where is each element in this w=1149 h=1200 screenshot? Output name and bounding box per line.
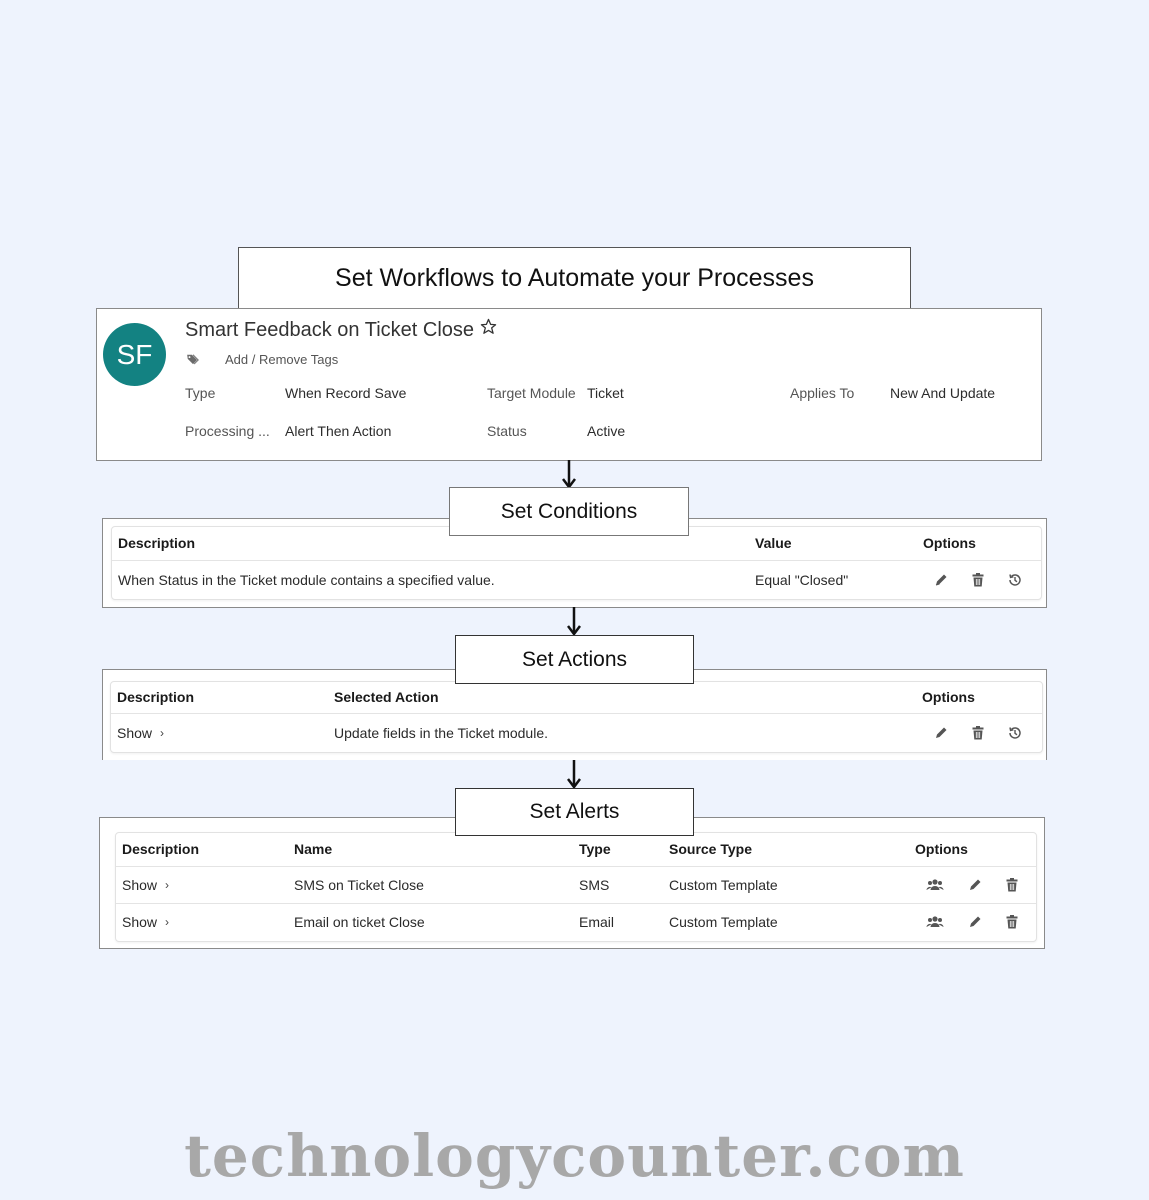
col-description: Description [118, 535, 196, 551]
workflow-name: Smart Feedback on Ticket Close [185, 319, 475, 341]
col-value: Value [755, 535, 792, 551]
table-row: When Status in the Ticket module contains a specified value. Equal "Closed" [112, 560, 1041, 599]
col-type: Type [579, 841, 611, 857]
chevron-right-icon: › [165, 878, 170, 892]
alerts-panel [99, 817, 1045, 949]
table-row: Show › SMS on Ticket Close SMS Custom Template [116, 866, 1036, 903]
target-module-label: Target Module [487, 385, 576, 401]
down-arrow-icon [567, 607, 581, 637]
users-icon[interactable] [926, 877, 944, 893]
down-arrow-icon [567, 760, 581, 790]
col-selected-action: Selected Action [334, 689, 439, 705]
processing-label: Processing ... [185, 423, 270, 439]
delete-icon[interactable] [970, 572, 986, 588]
processing-value: Alert Then Action [285, 423, 392, 439]
status-value: Active [587, 423, 626, 439]
delete-icon[interactable] [970, 725, 986, 741]
col-name: Name [294, 841, 333, 857]
col-options: Options [915, 841, 968, 857]
avatar: SF [103, 323, 166, 386]
col-description: Description [117, 689, 195, 705]
col-options: Options [923, 535, 976, 551]
delete-icon[interactable] [1004, 877, 1020, 893]
delete-icon[interactable] [1004, 914, 1020, 930]
down-arrow-icon [562, 460, 576, 490]
edit-icon[interactable] [967, 914, 983, 930]
add-remove-tags-link[interactable]: Add / Remove Tags [225, 352, 339, 367]
watermark: technologycounter.com [184, 1122, 965, 1190]
set-conditions-label: Set Conditions [449, 487, 689, 536]
conditions-table [111, 526, 1042, 600]
set-alerts-label: Set Alerts [455, 788, 694, 836]
edit-icon[interactable] [933, 572, 949, 588]
table-row: Show › Update fields in the Ticket module. [111, 713, 1042, 752]
type-label: Type [185, 385, 216, 401]
workflow-header-panel [96, 308, 1042, 461]
star-icon[interactable] [480, 318, 497, 335]
type-value: When Record Save [285, 385, 407, 401]
show-toggle[interactable]: Show › [122, 914, 170, 930]
users-icon[interactable] [926, 914, 944, 930]
page-title: Set Workflows to Automate your Processes [335, 263, 814, 292]
col-description: Description [122, 841, 200, 857]
col-options: Options [922, 689, 975, 705]
set-actions-label: Set Actions [455, 635, 694, 684]
history-icon[interactable] [1007, 725, 1023, 741]
chevron-right-icon: › [165, 915, 170, 929]
show-toggle[interactable]: Show › [117, 725, 165, 741]
table-row: Show › Email on ticket Close Email Custom Template [116, 903, 1036, 940]
status-label: Status [487, 423, 527, 439]
applies-to-label: Applies To [790, 385, 855, 401]
edit-icon[interactable] [967, 877, 983, 893]
tag-icon [185, 353, 201, 367]
history-icon[interactable] [1007, 572, 1023, 588]
alerts-table [115, 832, 1037, 942]
page-title-box [238, 247, 911, 308]
chevron-right-icon: › [160, 726, 165, 740]
actions-table [110, 681, 1043, 753]
applies-to-value: New And Update [890, 385, 996, 401]
show-toggle[interactable]: Show › [122, 877, 170, 893]
edit-icon[interactable] [933, 725, 949, 741]
col-source-type: Source Type [669, 841, 752, 857]
target-module-value: Ticket [587, 385, 624, 401]
